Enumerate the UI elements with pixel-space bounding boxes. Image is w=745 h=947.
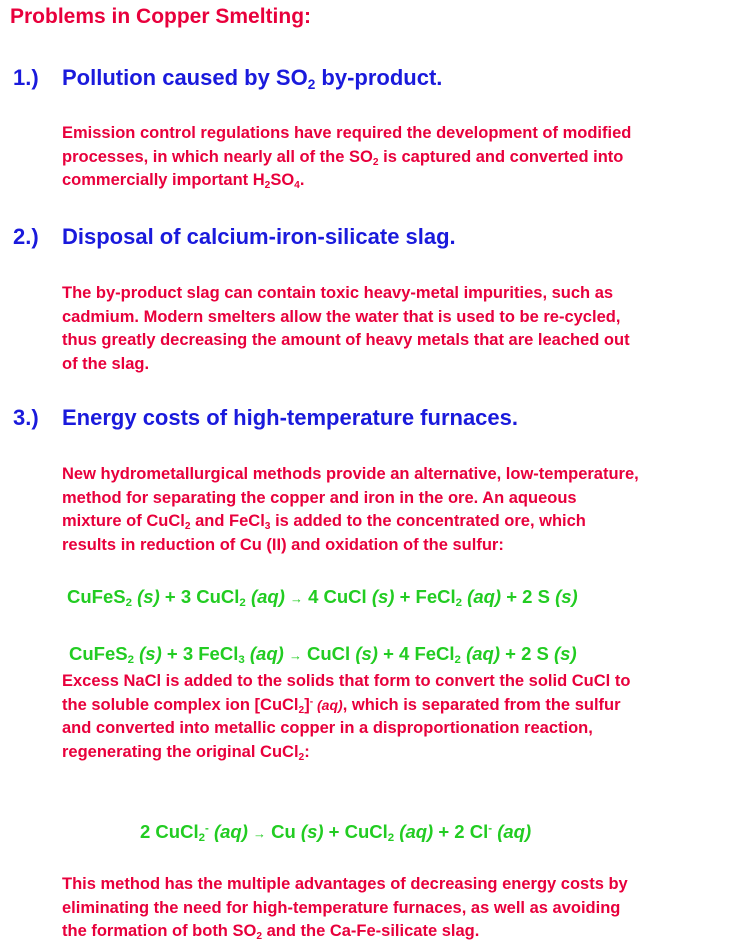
para-line: thus greatly decreasing the amount of heavy metals that are leached out <box>62 331 630 349</box>
para-line: commercially important $H_2SO_4$. <box>62 171 305 191</box>
section-3-number: 3.) <box>13 405 39 430</box>
paragraph-hydrometallurgy <box>62 463 639 557</box>
para-line: the soluble complex ion [CuCl$_2$]- (aq), which is separated from the sulfur <box>62 695 621 716</box>
paragraph-slag <box>62 282 630 376</box>
para-line: cadmium. Modern smelters allow the water that is used to be re-cycled, <box>62 307 621 326</box>
section-1-number: 1.) <box>13 65 39 90</box>
para-line: eliminating the need for high-temperature furnaces, as well as avoiding <box>62 898 621 917</box>
reaction-arrow-icon: → <box>288 648 302 663</box>
para-line: method for separating the copper and iron in the ore. An aqueous <box>62 488 577 507</box>
paragraph-emission-control <box>62 122 631 193</box>
section-2-heading: Disposal of calcium-iron-silicate slag. <box>62 224 456 249</box>
reaction-arrow-icon: → <box>290 591 303 606</box>
section-1-heading: Pollution caused by $SO_2$ by-product. <box>62 65 443 92</box>
page-title: Problems in Copper Smelting: <box>10 5 312 28</box>
para-line: Emission control regulations have required the development of modified <box>62 124 632 142</box>
para-line: regenerating the original CuCl$_2$: <box>62 742 310 763</box>
equation-3: 2 CuCl$_2$- (aq) → Cu (s) + CuCl$_2$ (aq) + 2 Cl- (aq) <box>140 821 532 845</box>
para-line: processes, in which nearly all of the $SO_2$ is captured and converted into <box>62 147 624 168</box>
para-line: Excess NaCl is added to the solids that form to convert the solid CuCl to <box>62 672 631 690</box>
para-line: results in reduction of Cu (II) and oxidation of the sulfur: <box>62 535 504 554</box>
para-line: of the slag. <box>62 354 150 373</box>
para-line: and converted into metallic copper in a disproportionation reaction, <box>62 719 593 737</box>
para-line: the formation of both $SO_2$ and the Ca-Fe-silicate slag. <box>62 922 480 942</box>
section-2-number: 2.) <box>13 224 39 249</box>
section-3-heading: Energy costs of high-temperature furnaces. <box>62 405 518 430</box>
equation-2: CuFeS$_2$ (s) + 3 FeCl$_3$ (aq) → CuCl (s) + 4 FeCl$_2$ (aq) + 2 S (s) <box>69 643 577 667</box>
reaction-arrow-icon: → <box>253 826 266 841</box>
paragraph-nacl <box>62 670 630 764</box>
para-line: This method has the multiple advantages of decreasing energy costs by <box>62 875 628 893</box>
equation-1: CuFeS$_2$ (s) + 3 CuCl$_2$ (aq) → 4 CuCl (s) + FeCl$_2$ (aq) + 2 S (s) <box>67 586 578 610</box>
para-line: New hydrometallurgical methods provide an alternative, low-temperature, <box>62 465 639 483</box>
para-line: The by-product slag can contain toxic heavy-metal impurities, such as <box>62 284 614 302</box>
para-line: mixture of CuCl$_2$ and FeCl$_3$ is added to the concentrated ore, which <box>62 512 586 532</box>
paragraph-advantages <box>62 873 628 944</box>
